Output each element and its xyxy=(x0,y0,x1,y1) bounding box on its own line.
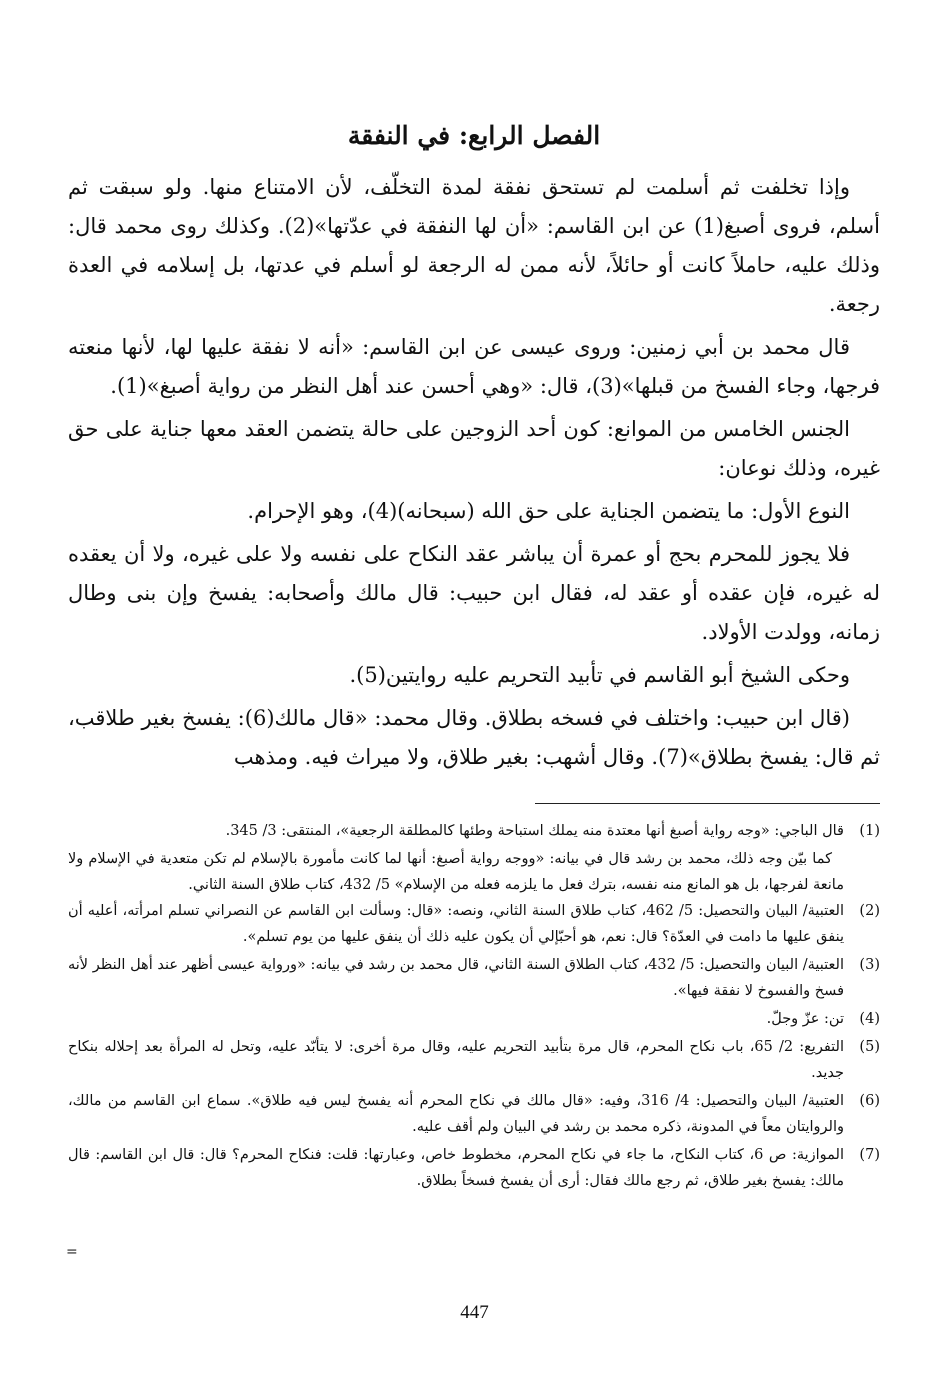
footnote-text: قال الباجي: «وجه رواية أصبغ أنها معتدة منه يملك استباحة وطئها كالمطلقة الرجعية»، المنتقى: 3/ 345. xyxy=(225,823,844,839)
footnote-continuation: كما بيّن وجه ذلك، محمد بن رشد قال في بيانه: «ووجه رواية أصبغ: أنها لما كانت مأمورة بالإسلام لم تكن متعدية في الإسلام ولا مانعة لفرجها، بل هو المانع منه نفسه، بترك فعل ما يلزمه فعله من الإسلام» 5/ 432، كتاب طلاق السنة الثاني. xyxy=(68,851,844,893)
footnote xyxy=(68,818,880,844)
footnote-text: تن: عزّ وجلّ. xyxy=(766,1011,844,1027)
footnote-number: (5) xyxy=(859,1039,880,1055)
paragraph: الجنس الخامس من الموانع: كون أحد الزوجين على حالة يتضمن العقد معها جناية على حق غيره، وذلك نوعان: xyxy=(68,417,880,480)
footnote-number: (7) xyxy=(859,1147,880,1163)
chapter-title: الفصل الرابع: في النفقة xyxy=(347,121,601,150)
paragraph: وحكى الشيخ أبو القاسم في تأبيد التحريم عليه روايتين(5). xyxy=(349,663,850,687)
footnote xyxy=(68,898,880,950)
footnote xyxy=(68,1006,880,1032)
page-body xyxy=(68,118,880,1196)
paragraph: وإذا تخلفت ثم أسلمت لم تستحق نفقة لمدة التخلّف، لأن الامتناع منها. ولو سبقت ثم أسلم، فروى أصبغ(1) عن ابن القاسم: «أن لها النفقة في عدّتها»(2). وكذلك روى محمد قال: وذلك عليه، حاملاً كانت أو حائلاً، لأنه ممن له الرجعة لو أسلم في عدتها، بل إسلامه في العدة رجعة. xyxy=(68,175,880,316)
footnotes xyxy=(68,818,880,1194)
paragraph: فلا يجوز للمحرم بحج أو عمرة أن يباشر عقد النكاح على نفسه ولا على غيره، ولا أن يعقده له غيره، فإن عقده أو عقد له، فقال ابن حبيب: قال مالك وأصحابه: يفسخ وإن بنى وطال زمانه، وولدت الأولاد. xyxy=(68,542,880,644)
footnote-number: (2) xyxy=(859,903,880,919)
footnote-text: التفريع: 2/ 65، باب نكاح المحرم، قال مرة بتأبيد التحريم عليه، وقال مرة أخرى: لا يتأبّد عليه، وتحل له المرأة بعد إحلاله بنكاح جديد. xyxy=(68,1039,844,1081)
footnote xyxy=(68,1034,880,1086)
paragraph: قال محمد بن أبي زمنين: وروى عيسى عن ابن القاسم: «أنه لا نفقة عليها لها، لأنها منعته فرجها، وجاء الفسخ من قبلها»(3)، قال: «وهي أحسن عند أهل النظر من رواية أصبغ»(1). xyxy=(68,335,880,398)
paragraph: النوع الأول: ما يتضمن الجناية على حق الله (سبحانه)(4)، وهو الإحرام. xyxy=(247,499,850,523)
page-number: 447 xyxy=(460,1302,489,1323)
footnote xyxy=(68,1088,880,1140)
footnote xyxy=(68,1142,880,1194)
footnote-divider xyxy=(535,803,880,804)
footnote-text: العتبية/ البيان والتحصيل: 4/ 316، وفيه: «قال مالك في نكاح المحرم أنه يفسخ ليس فيه طلاق». سماع ابن القاسم من مالك، والروايتان معاً في المدونة، ذكره محمد بن رشد في البيان ولم أقف عليه. xyxy=(68,1093,844,1135)
paragraph: (قال ابن حبيب: واختلف في فسخه بطلاق. وقال محمد: «قال مالك(6): يفسخ بغير طلاقب، ثم قال: يفسخ بطلاق»(7). وقال أشهب: بغير طلاق، ولا ميراث فيه. ومذهب xyxy=(68,706,880,769)
footnote-number: (6) xyxy=(859,1093,880,1109)
footnote-text: العتبية/ البيان والتحصيل: 5/ 432، كتاب الطلاق السنة الثاني، قال محمد بن رشد في بيانه: «ورواية عيسى أظهر عند أهل النظر لأنه فسخ والفسوخ لا نفقة فيها». xyxy=(68,957,844,999)
footnote-number: (4) xyxy=(859,1011,880,1027)
footnote-number: (3) xyxy=(859,957,880,973)
footnote xyxy=(68,952,880,1004)
footnote-text: العتبية/ البيان والتحصيل: 5/ 462، كتاب طلاق السنة الثاني، ونصه: «قال: وسألت ابن القاسم عن النصراني تسلم امرأته، أعليه أن ينفق عليها ما دامت في العدّة؟ قال: نعم، هو أحبّإلي أن يكون عليه ذلك أن ينفق عليها من يوم تسلم». xyxy=(68,903,844,945)
main-text xyxy=(68,168,880,777)
footnote-text: الموازية: ص 6، كتاب النكاح، ما جاء في نكاح المحرم، مخطوط خاص، وعبارتها: قلت: فنكاح المحرم؟ قال: قال ابن القاسم: قال مالك: يفسخ بغير طلاق، ثم رجع مالك فقال: أرى أن يفسخ فسخاً بطلاق. xyxy=(68,1147,844,1189)
continuation-mark: = xyxy=(66,1244,78,1260)
footnote-number: (1) xyxy=(859,823,880,839)
